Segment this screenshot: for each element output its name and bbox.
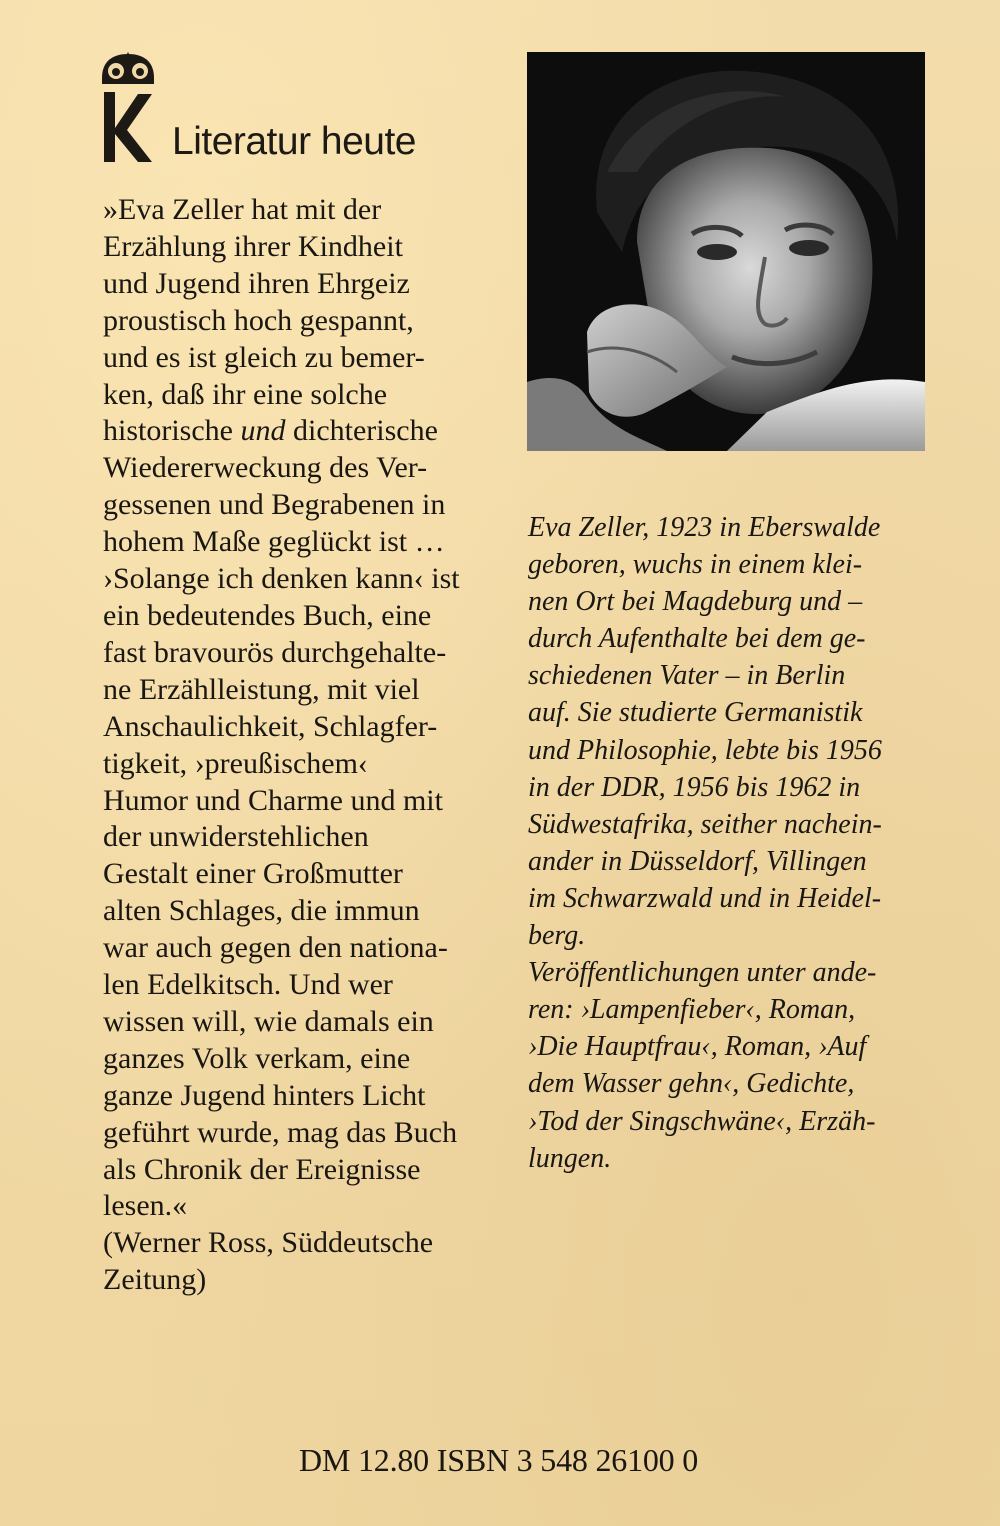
quote-line: Anschaulichkeit, Schlagfer- (103, 709, 438, 743)
author-portrait-image (527, 52, 925, 451)
bio-line: auf. Sie studierte Germanistik (528, 697, 863, 729)
quote-line: Gestalt einer Großmutter (103, 857, 403, 891)
quote-line: historische und dichterische (103, 414, 438, 448)
owl-logo-icon (98, 48, 158, 166)
quote-line: und es ist gleich zu bemer- (103, 340, 425, 374)
bio-line: durch Aufenthalte bei dem ge- (528, 623, 866, 655)
quote-line: proustisch hoch gespannt, (103, 303, 414, 337)
review-quote (103, 192, 503, 1299)
publications-line: ›Tod der Singschwäne‹, Erzäh- (528, 1105, 876, 1137)
bio-line: nen Ort bei Magdeburg und – (528, 586, 863, 618)
quote-line: len Edelkitsch. Und wer (103, 968, 393, 1002)
quote-source-line: Zeitung) (103, 1263, 207, 1297)
bio-line: berg. (528, 920, 586, 952)
quote-line: wissen will, wie damals ein (103, 1004, 434, 1038)
publications-line: Veröffentlichungen unter ande- (528, 957, 877, 989)
bio-line: und Philosophie, lebte bis 1956 (528, 734, 882, 766)
publications-line: lungen. (528, 1142, 612, 1174)
publications-line: ren: ›Lampenfieber‹, Roman, (528, 994, 856, 1026)
bio-line: Eva Zeller, 1923 in Eberswalde (528, 512, 881, 543)
publisher-logo (98, 48, 158, 166)
bio-line: Südwestafrika, seither nachein- (528, 808, 882, 840)
quote-line: lesen.« (103, 1189, 188, 1223)
quote-line: tigkeit, ›preußischem‹ (103, 746, 368, 780)
quote-line: der unwiderstehlichen (103, 820, 369, 854)
quote-line: fast bravourös durchgehalte- (103, 635, 447, 669)
quote-line: Wiedererweckung des Ver- (103, 451, 428, 485)
quote-line: ne Erzählleistung, mit viel (103, 672, 420, 706)
price-isbn: DM 12.80 ISBN 3 548 26100 0 (299, 1442, 699, 1478)
bio-line: geboren, wuchs in einem klei- (528, 549, 863, 581)
quote-line: ganze Jugend hinters Licht (103, 1078, 426, 1112)
publications-line: dem Wasser gehn‹, Gedichte, (528, 1068, 855, 1100)
bio-line: im Schwarzwald und in Heidel- (528, 882, 882, 914)
imprint-series-title: Literatur heute (172, 120, 417, 163)
bio-line: ander in Düsseldorf, Villingen (528, 845, 867, 877)
quote-line: als Chronik der Ereignisse (103, 1152, 421, 1186)
quote-line: ›Solange ich denken kann‹ ist (103, 562, 460, 596)
quote-line: ken, daß ihr eine solche (103, 377, 388, 411)
quote-line: Humor und Charme und mit (103, 783, 443, 817)
quote-line: war auch gegen den nationa- (103, 931, 448, 965)
bio-line: schiedenen Vater – in Berlin (528, 660, 846, 692)
quote-line: und Jugend ihren Ehrgeiz (103, 266, 410, 300)
quote-line: ganzes Volk verkam, eine (103, 1041, 411, 1075)
quote-line: alten Schlages, die immun (103, 894, 420, 928)
quote-line: »Eva Zeller hat mit der (103, 193, 382, 226)
quote-line: hohem Maße geglückt ist … (103, 525, 445, 559)
author-photo (527, 52, 925, 451)
quote-line: Erzählung ihrer Kindheit (103, 229, 403, 263)
author-biography (528, 509, 948, 1177)
quote-source-line: (Werner Ross, Süddeutsche (103, 1226, 434, 1260)
quote-line: ein bedeutendes Buch, eine (103, 598, 432, 632)
quote-line: gessenen und Begrabenen in (103, 488, 446, 522)
bio-line: in der DDR, 1956 bis 1962 in (528, 771, 861, 803)
publications-line: ›Die Hauptfrau‹, Roman, ›Auf (528, 1031, 867, 1063)
quote-line: geführt wurde, mag das Buch (103, 1115, 458, 1149)
